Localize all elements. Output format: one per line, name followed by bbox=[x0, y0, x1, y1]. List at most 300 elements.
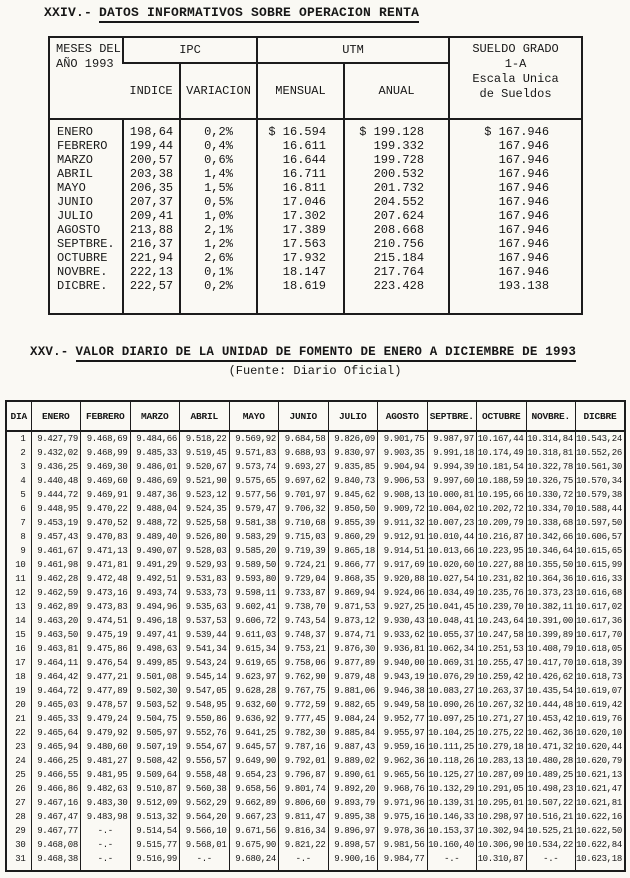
value-cell: $ 167.946 bbox=[449, 119, 582, 139]
table-row bbox=[49, 279, 582, 314]
value-cell: 9.573,74 bbox=[229, 460, 279, 474]
value-cell: 9.513,32 bbox=[130, 810, 180, 824]
value-cell: 199.332 bbox=[344, 139, 449, 153]
value-cell: 9.684,58 bbox=[279, 431, 329, 446]
value-cell: 10.125,27 bbox=[427, 768, 477, 782]
day-cell: 11 bbox=[15, 574, 26, 584]
value-cell: 9.904,94 bbox=[378, 460, 428, 474]
value-cell: 10.543,24 bbox=[576, 431, 626, 446]
value-cell: 9.464,72 bbox=[31, 684, 81, 698]
value-cell: 167.946 bbox=[449, 167, 582, 181]
day-cell: 23 bbox=[15, 742, 26, 752]
column-group-utm: UTM bbox=[257, 37, 449, 63]
value-cell: 9.649,90 bbox=[229, 754, 279, 768]
value-cell: 9.619,65 bbox=[229, 656, 279, 670]
value-cell: 18.619 bbox=[257, 279, 344, 314]
value-cell: 9.906,53 bbox=[378, 474, 428, 488]
value-cell: 9.483,98 bbox=[81, 810, 131, 824]
value-cell: 210.756 bbox=[344, 237, 449, 251]
value-cell: 9.479,24 bbox=[81, 712, 131, 726]
value-cell: 9.787,16 bbox=[279, 740, 329, 754]
value-cell: 10.247,58 bbox=[477, 628, 527, 642]
value-cell: 9.469,60 bbox=[81, 474, 131, 488]
table-row bbox=[49, 139, 582, 153]
value-cell: 9.743,54 bbox=[279, 614, 329, 628]
value-cell: 9.440,48 bbox=[31, 474, 81, 488]
value-cell: 18.147 bbox=[257, 265, 344, 279]
value-cell: 10.298,97 bbox=[477, 810, 527, 824]
value-cell: 10.007,23 bbox=[427, 516, 477, 530]
section-title-text: VALOR DIARIO DE LA UNIDAD DE FOMENTO DE ENERO A DICIEMBRE DE 1993 bbox=[76, 345, 577, 362]
table-row bbox=[6, 684, 625, 698]
day-cell: 25 bbox=[15, 770, 26, 780]
value-cell: 9.468,99 bbox=[81, 446, 131, 460]
value-cell: 9.724,21 bbox=[279, 558, 329, 572]
value-cell: 0,5% bbox=[180, 195, 257, 209]
value-cell: 10.167,44 bbox=[477, 431, 527, 446]
value-cell: 9.489,40 bbox=[130, 530, 180, 544]
value-cell: 9.636,92 bbox=[229, 712, 279, 726]
value-cell: 9.427,79 bbox=[31, 431, 81, 446]
value-cell: 10.104,25 bbox=[427, 726, 477, 740]
column-header-indice: INDICE bbox=[123, 63, 180, 119]
value-cell: $ 16.594 bbox=[257, 119, 344, 139]
table-row bbox=[6, 544, 625, 558]
value-cell: 10.617,36 bbox=[576, 614, 626, 628]
day-cell: 24 bbox=[15, 756, 26, 766]
day-cell: 18 bbox=[15, 672, 26, 682]
value-cell: 9.490,07 bbox=[130, 544, 180, 558]
value-cell: 9.523,12 bbox=[180, 488, 230, 502]
value-cell: 9.528,03 bbox=[180, 544, 230, 558]
day-cell: 9 bbox=[20, 546, 26, 556]
value-cell: 9.463,20 bbox=[31, 614, 81, 628]
value-cell: 9.680,24 bbox=[229, 852, 279, 871]
value-cell: 9.871,53 bbox=[328, 600, 378, 614]
day-cell: 31 bbox=[15, 854, 26, 864]
table-row bbox=[49, 251, 582, 265]
value-cell: 9.541,34 bbox=[180, 642, 230, 656]
value-cell: 10.041,45 bbox=[427, 600, 477, 614]
month-cell: AGOSTO bbox=[57, 223, 101, 237]
value-cell: 9.675,90 bbox=[229, 838, 279, 852]
value-cell: 9.816,34 bbox=[279, 824, 329, 838]
value-cell: 10.534,22 bbox=[526, 838, 576, 852]
value-cell: 0,2% bbox=[180, 279, 257, 314]
column-header-meses bbox=[49, 37, 123, 119]
value-cell: 9.806,60 bbox=[279, 796, 329, 810]
value-cell: 9.508,42 bbox=[130, 754, 180, 768]
table-row bbox=[6, 572, 625, 586]
day-cell: 29 bbox=[15, 826, 26, 836]
column-header: DIA bbox=[6, 401, 31, 431]
value-cell: 9.955,97 bbox=[378, 726, 428, 740]
day-cell: 7 bbox=[20, 518, 26, 528]
value-cell: 215.184 bbox=[344, 251, 449, 265]
value-cell: 216,37 bbox=[123, 237, 180, 251]
value-cell: 9.874,71 bbox=[328, 628, 378, 642]
value-cell: 9.628,28 bbox=[229, 684, 279, 698]
value-cell: 9.477,89 bbox=[81, 684, 131, 698]
value-cell: 9.494,96 bbox=[130, 600, 180, 614]
value-cell: 10.364,36 bbox=[526, 572, 576, 586]
value-cell: 9.940,00 bbox=[378, 656, 428, 670]
value-cell: 10.310,87 bbox=[477, 852, 527, 871]
value-cell: 1,5% bbox=[180, 181, 257, 195]
column-header: NOVBRE. bbox=[526, 401, 576, 431]
value-cell: 9.488,04 bbox=[130, 502, 180, 516]
value-cell: 16.644 bbox=[257, 153, 344, 167]
value-cell: 10.231,82 bbox=[477, 572, 527, 586]
value-cell: 9.606,72 bbox=[229, 614, 279, 628]
value-cell: 10.615,99 bbox=[576, 558, 626, 572]
value-cell: 9.850,50 bbox=[328, 502, 378, 516]
value-cell: 10.399,89 bbox=[526, 628, 576, 642]
value-cell: 9.461,98 bbox=[31, 558, 81, 572]
value-cell: 9.475,19 bbox=[81, 628, 131, 642]
value-cell: 9.461,67 bbox=[31, 544, 81, 558]
value-cell: 221,94 bbox=[123, 251, 180, 265]
value-cell: 9.589,50 bbox=[229, 558, 279, 572]
value-cell: 9.467,47 bbox=[31, 810, 81, 824]
value-cell: 10.471,32 bbox=[526, 740, 576, 754]
value-cell: 9.526,80 bbox=[180, 530, 230, 544]
column-header-anual: ANUAL bbox=[344, 63, 449, 119]
day-cell: 28 bbox=[15, 812, 26, 822]
value-cell: 9.569,92 bbox=[229, 431, 279, 446]
month-cell: OCTUBRE bbox=[57, 251, 108, 265]
value-cell: 10.618,73 bbox=[576, 670, 626, 684]
value-cell: 10.097,25 bbox=[427, 712, 477, 726]
value-cell: 0,1% bbox=[180, 265, 257, 279]
value-cell: 9.965,56 bbox=[378, 768, 428, 782]
month-cell: ENERO bbox=[57, 125, 94, 139]
value-cell: 9.876,30 bbox=[328, 642, 378, 656]
value-cell: 10.062,34 bbox=[427, 642, 477, 656]
value-cell: 9.826,09 bbox=[328, 431, 378, 446]
month-cell: MAYO bbox=[57, 181, 86, 195]
table-row bbox=[49, 195, 582, 209]
table-row bbox=[6, 628, 625, 642]
value-cell: 10.426,62 bbox=[526, 670, 576, 684]
value-cell: 9.920,88 bbox=[378, 572, 428, 586]
value-cell: 10.227,88 bbox=[477, 558, 527, 572]
day-cell: 14 bbox=[15, 616, 26, 626]
value-cell: 10.174,49 bbox=[477, 446, 527, 460]
value-cell: 9.994,39 bbox=[427, 460, 477, 474]
value-cell: 10.181,54 bbox=[477, 460, 527, 474]
value-cell: 10.287,09 bbox=[477, 768, 527, 782]
value-cell: 9.550,86 bbox=[180, 712, 230, 726]
value-cell: 10.620,10 bbox=[576, 726, 626, 740]
value-cell: 9.464,42 bbox=[31, 670, 81, 684]
value-cell: 9.462,59 bbox=[31, 586, 81, 600]
value-cell: 10.489,25 bbox=[526, 768, 576, 782]
value-cell: 9.753,21 bbox=[279, 642, 329, 656]
value-cell: 9.667,23 bbox=[229, 810, 279, 824]
table-row bbox=[6, 838, 625, 852]
value-cell: 209,41 bbox=[123, 209, 180, 223]
table-row bbox=[6, 516, 625, 530]
value-cell: 9.432,02 bbox=[31, 446, 81, 460]
day-cell: 16 bbox=[15, 644, 26, 654]
value-cell: 9.882,65 bbox=[328, 698, 378, 712]
table-row bbox=[6, 586, 625, 600]
value-cell: 10.588,44 bbox=[576, 502, 626, 516]
value-cell: 10.004,02 bbox=[427, 502, 477, 516]
value-cell: 9.470,83 bbox=[81, 530, 131, 544]
table-row bbox=[49, 237, 582, 251]
day-cell: 21 bbox=[15, 714, 26, 724]
value-cell: 10.462,36 bbox=[526, 726, 576, 740]
value-cell: 9.662,89 bbox=[229, 796, 279, 810]
value-cell: 9.658,56 bbox=[229, 782, 279, 796]
value-cell: 10.346,64 bbox=[526, 544, 576, 558]
value-cell: 10.010,44 bbox=[427, 530, 477, 544]
value-cell: 9.474,51 bbox=[81, 614, 131, 628]
value-cell: 9.545,14 bbox=[180, 670, 230, 684]
value-cell: 10.561,30 bbox=[576, 460, 626, 474]
value-cell: 9.467,77 bbox=[31, 824, 81, 838]
value-cell: 9.568,01 bbox=[180, 838, 230, 852]
value-cell: 9.715,03 bbox=[279, 530, 329, 544]
day-cell: 5 bbox=[20, 490, 26, 500]
value-cell: 10.619,76 bbox=[576, 712, 626, 726]
value-cell: 9.469,91 bbox=[81, 488, 131, 502]
value-cell: 9.767,75 bbox=[279, 684, 329, 698]
value-cell: 9.486,01 bbox=[130, 460, 180, 474]
table-row bbox=[6, 656, 625, 670]
value-cell: 9.889,02 bbox=[328, 754, 378, 768]
value-cell: 9.877,89 bbox=[328, 656, 378, 670]
value-cell: 0,4% bbox=[180, 139, 257, 153]
table-row bbox=[6, 698, 625, 712]
value-cell: 9.892,20 bbox=[328, 782, 378, 796]
value-cell: 9.512,09 bbox=[130, 796, 180, 810]
value-cell: 9.949,58 bbox=[378, 698, 428, 712]
month-cell: FEBRERO bbox=[57, 139, 108, 153]
value-cell: 9.579,47 bbox=[229, 502, 279, 516]
value-cell: 167.946 bbox=[449, 181, 582, 195]
section-number: XXIV.- bbox=[44, 5, 93, 20]
value-cell: 10.616,68 bbox=[576, 586, 626, 600]
value-cell: 9.701,97 bbox=[279, 488, 329, 502]
value-cell: 9.465,64 bbox=[31, 726, 81, 740]
value-cell: 10.621,13 bbox=[576, 768, 626, 782]
value-cell: 9.524,35 bbox=[180, 502, 230, 516]
value-cell: 10.408,79 bbox=[526, 642, 576, 656]
value-cell: 9.845,62 bbox=[328, 488, 378, 502]
value-cell: 9.762,90 bbox=[279, 670, 329, 684]
value-cell: 9.830,97 bbox=[328, 446, 378, 460]
value-cell: 9.581,38 bbox=[229, 516, 279, 530]
value-cell: 9.868,35 bbox=[328, 572, 378, 586]
value-cell: 9.860,29 bbox=[328, 530, 378, 544]
day-cell: 8 bbox=[20, 532, 26, 542]
value-cell: 9.895,38 bbox=[328, 810, 378, 824]
value-cell: 9.688,93 bbox=[279, 446, 329, 460]
header-line: MESES DEL bbox=[56, 42, 121, 56]
value-cell: 9.548,95 bbox=[180, 698, 230, 712]
column-header: ABRIL bbox=[180, 401, 230, 431]
table-row bbox=[49, 181, 582, 195]
value-cell: 9.602,41 bbox=[229, 600, 279, 614]
day-cell: 15 bbox=[15, 630, 26, 640]
value-cell: 167.946 bbox=[449, 223, 582, 237]
value-cell: 10.020,60 bbox=[427, 558, 477, 572]
value-cell: 9.583,29 bbox=[229, 530, 279, 544]
value-cell: -.- bbox=[526, 852, 576, 871]
day-cell: 30 bbox=[15, 840, 26, 850]
value-cell: 10.318,81 bbox=[526, 446, 576, 460]
column-header-variacion: VARIACION bbox=[180, 63, 257, 119]
value-cell: 10.616,33 bbox=[576, 572, 626, 586]
value-cell: 9.981,56 bbox=[378, 838, 428, 852]
value-cell: 9.519,45 bbox=[180, 446, 230, 460]
value-cell: 9.485,33 bbox=[130, 446, 180, 460]
table-row bbox=[6, 670, 625, 684]
value-cell: 9.987,97 bbox=[427, 431, 477, 446]
column-header: FEBRERO bbox=[81, 401, 131, 431]
value-cell: 10.267,32 bbox=[477, 698, 527, 712]
value-cell: 9.539,44 bbox=[180, 628, 230, 642]
column-group-ipc: IPC bbox=[123, 37, 257, 63]
value-cell: 9.901,75 bbox=[378, 431, 428, 446]
value-cell: 9.552,76 bbox=[180, 726, 230, 740]
value-cell: 9.593,80 bbox=[229, 572, 279, 586]
value-cell: 10.255,47 bbox=[477, 656, 527, 670]
value-cell: 9.900,16 bbox=[328, 852, 378, 871]
value-cell: 199.728 bbox=[344, 153, 449, 167]
value-cell: 9.577,56 bbox=[229, 488, 279, 502]
value-cell: 10.617,02 bbox=[576, 600, 626, 614]
value-cell: 10.279,18 bbox=[477, 740, 527, 754]
value-cell: 9.840,73 bbox=[328, 474, 378, 488]
value-cell: 9.885,84 bbox=[328, 726, 378, 740]
value-cell: 208.668 bbox=[344, 223, 449, 237]
value-cell: 9.509,64 bbox=[130, 768, 180, 782]
table-row bbox=[6, 431, 625, 446]
value-cell: 10.622,84 bbox=[576, 838, 626, 852]
value-cell: -.- bbox=[180, 852, 230, 871]
value-cell: 10.382,11 bbox=[526, 600, 576, 614]
value-cell: 9.991,18 bbox=[427, 446, 477, 460]
value-cell: 9.733,87 bbox=[279, 586, 329, 600]
value-cell: 16.711 bbox=[257, 167, 344, 181]
day-cell: 27 bbox=[15, 798, 26, 808]
value-cell: 10.570,34 bbox=[576, 474, 626, 488]
value-cell: 10.606,57 bbox=[576, 530, 626, 544]
value-cell: 10.209,79 bbox=[477, 516, 527, 530]
value-cell: 9.487,36 bbox=[130, 488, 180, 502]
value-cell: 10.516,21 bbox=[526, 810, 576, 824]
value-cell: 9.571,83 bbox=[229, 446, 279, 460]
value-cell: 9.480,60 bbox=[81, 740, 131, 754]
column-header: AGOSTO bbox=[378, 401, 428, 431]
value-cell: 9.908,13 bbox=[378, 488, 428, 502]
value-cell: 9.491,29 bbox=[130, 558, 180, 572]
value-cell: 9.476,54 bbox=[81, 656, 131, 670]
value-cell: 9.529,93 bbox=[180, 558, 230, 572]
value-cell: 10.083,27 bbox=[427, 684, 477, 698]
value-cell: 10.239,70 bbox=[477, 600, 527, 614]
value-cell: 9.758,06 bbox=[279, 656, 329, 670]
value-cell: 10.195,66 bbox=[477, 488, 527, 502]
value-cell: 10.263,37 bbox=[477, 684, 527, 698]
value-cell: 10.621,47 bbox=[576, 782, 626, 796]
table-row bbox=[6, 754, 625, 768]
value-cell: $ 199.128 bbox=[344, 119, 449, 139]
uf-diaria-table bbox=[5, 400, 626, 872]
value-cell: 9.914,51 bbox=[378, 544, 428, 558]
value-cell: 9.472,48 bbox=[81, 572, 131, 586]
value-cell: 10.146,33 bbox=[427, 810, 477, 824]
value-cell: 9.943,19 bbox=[378, 670, 428, 684]
value-cell: 10.444,48 bbox=[526, 698, 576, 712]
table-row bbox=[6, 446, 625, 460]
day-cell: 1 bbox=[20, 434, 26, 444]
value-cell: 200.532 bbox=[344, 167, 449, 181]
value-cell: 9.623,97 bbox=[229, 670, 279, 684]
value-cell: 10.139,31 bbox=[427, 796, 477, 810]
value-cell: 9.917,69 bbox=[378, 558, 428, 572]
value-cell: 9.896,97 bbox=[328, 824, 378, 838]
value-cell: 9.502,30 bbox=[130, 684, 180, 698]
value-cell: 9.936,81 bbox=[378, 642, 428, 656]
column-header-mensual: MENSUAL bbox=[257, 63, 344, 119]
column-header: JUNIO bbox=[279, 401, 329, 431]
value-cell: 9.510,87 bbox=[130, 782, 180, 796]
value-cell: 167.946 bbox=[449, 195, 582, 209]
value-cell: 10.342,66 bbox=[526, 530, 576, 544]
value-cell: 9.632,60 bbox=[229, 698, 279, 712]
value-cell: 10.597,50 bbox=[576, 516, 626, 530]
value-cell: 9.463,50 bbox=[31, 628, 81, 642]
value-cell: 9.473,83 bbox=[81, 600, 131, 614]
day-cell: 12 bbox=[15, 588, 26, 598]
value-cell: 9.492,51 bbox=[130, 572, 180, 586]
value-cell: 9.641,25 bbox=[229, 726, 279, 740]
value-cell: 10.435,54 bbox=[526, 684, 576, 698]
value-cell: -.- bbox=[279, 852, 329, 871]
value-cell: 9.486,69 bbox=[130, 474, 180, 488]
table-row bbox=[6, 782, 625, 796]
column-header: DICBRE bbox=[576, 401, 626, 431]
value-cell: 9.930,43 bbox=[378, 614, 428, 628]
value-cell: 9.525,58 bbox=[180, 516, 230, 530]
value-cell: 9.504,75 bbox=[130, 712, 180, 726]
value-cell: 217.764 bbox=[344, 265, 449, 279]
value-cell: 10.480,28 bbox=[526, 754, 576, 768]
value-cell: 10.620,79 bbox=[576, 754, 626, 768]
value-cell: 10.251,53 bbox=[477, 642, 527, 656]
value-cell: 10.118,26 bbox=[427, 754, 477, 768]
section-number: XXV.- bbox=[30, 345, 69, 359]
value-cell: 10.069,31 bbox=[427, 656, 477, 670]
value-cell: 9.465,94 bbox=[31, 740, 81, 754]
value-cell: 9.903,35 bbox=[378, 446, 428, 460]
value-cell: 9.984,77 bbox=[378, 852, 428, 871]
value-cell: 9.890,61 bbox=[328, 768, 378, 782]
value-cell: 9.469,30 bbox=[81, 460, 131, 474]
value-cell: 9.497,41 bbox=[130, 628, 180, 642]
value-cell: 10.618,05 bbox=[576, 642, 626, 656]
value-cell: 9.478,57 bbox=[81, 698, 131, 712]
header-line: AÑO 1993 bbox=[56, 57, 114, 71]
value-cell: 10.619,42 bbox=[576, 698, 626, 712]
value-cell: 9.471,13 bbox=[81, 544, 131, 558]
table-row bbox=[6, 726, 625, 740]
